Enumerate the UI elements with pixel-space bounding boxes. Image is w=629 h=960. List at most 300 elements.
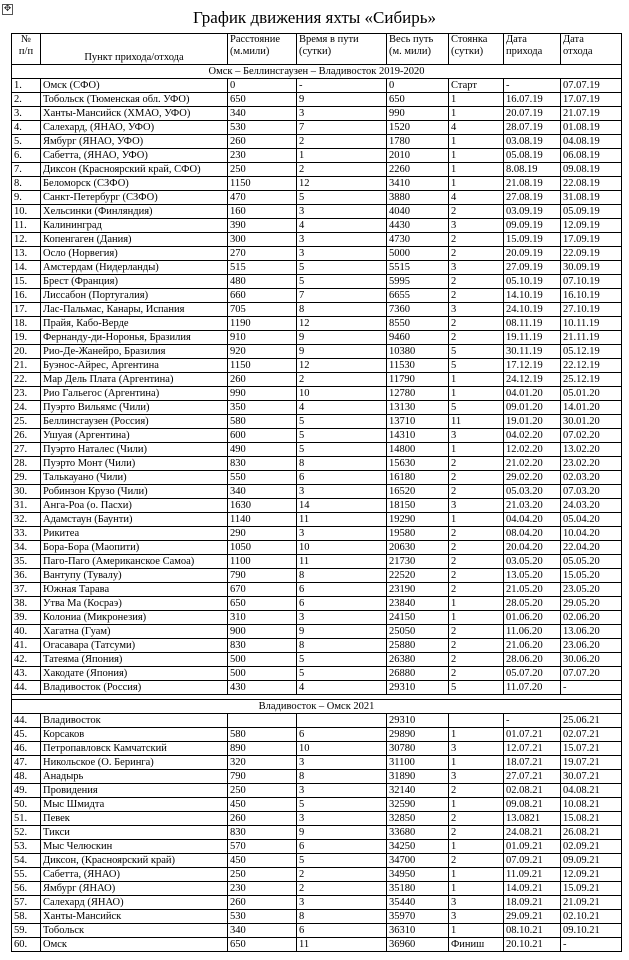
cell-distance: 650 [228, 938, 297, 952]
cell-departure: 10.04.20 [561, 527, 622, 541]
cell-departure: 22.08.19 [561, 177, 622, 191]
cell-distance: 250 [228, 784, 297, 798]
cell-departure: 21.07.19 [561, 107, 622, 121]
cell-travel-time: 8 [297, 770, 387, 784]
cell-num: 22. [12, 373, 41, 387]
cell-total-distance: 33680 [387, 826, 449, 840]
cell-distance: 830 [228, 639, 297, 653]
cell-travel-time: 1 [297, 149, 387, 163]
cell-point: Никольское (О. Беринга) [41, 756, 228, 770]
cell-travel-time: 6 [297, 840, 387, 854]
cell-total-distance: 2260 [387, 163, 449, 177]
cell-arrival: 21.08.19 [504, 177, 561, 191]
cell-distance: 340 [228, 107, 297, 121]
cell-departure: - [561, 681, 622, 695]
cell-travel-time: 7 [297, 121, 387, 135]
cell-distance: 350 [228, 401, 297, 415]
cell-stay: 2 [449, 317, 504, 331]
cell-arrival: 27.08.19 [504, 191, 561, 205]
cell-arrival: 11.07.20 [504, 681, 561, 695]
cell-total-distance: 1780 [387, 135, 449, 149]
cell-stay: 2 [449, 667, 504, 681]
table-row [12, 527, 622, 541]
cell-stay: 1 [449, 882, 504, 896]
table-row [12, 79, 622, 93]
cell-distance: 705 [228, 303, 297, 317]
cell-stay: Старт [449, 79, 504, 93]
cell-distance: 260 [228, 135, 297, 149]
cell-travel-time: 12 [297, 359, 387, 373]
cell-travel-time: 14 [297, 499, 387, 513]
cell-total-distance: 23190 [387, 583, 449, 597]
cell-arrival: 02.08.21 [504, 784, 561, 798]
cell-point: Омск (СФО) [41, 79, 228, 93]
cell-num: 60. [12, 938, 41, 952]
table-row [12, 513, 622, 527]
cell-departure: 30.06.20 [561, 653, 622, 667]
cell-point: Провидения [41, 784, 228, 798]
cell-num: 6. [12, 149, 41, 163]
cell-departure: 25.12.19 [561, 373, 622, 387]
cell-travel-time: 10 [297, 387, 387, 401]
cell-num: 49. [12, 784, 41, 798]
cell-departure: 29.05.20 [561, 597, 622, 611]
cell-num: 10. [12, 205, 41, 219]
cell-point: Ямбург (ЯНАО) [41, 882, 228, 896]
cell-total-distance: 650 [387, 93, 449, 107]
cell-arrival: 29.02.20 [504, 471, 561, 485]
cell-num: 12. [12, 233, 41, 247]
cell-travel-time: 2 [297, 163, 387, 177]
cell-travel-time: 6 [297, 583, 387, 597]
cell-distance: 250 [228, 163, 297, 177]
cell-travel-time: 5 [297, 415, 387, 429]
cell-num: 55. [12, 868, 41, 882]
cell-travel-time: 3 [297, 812, 387, 826]
cell-stay [449, 714, 504, 728]
cell-point: Анадырь [41, 770, 228, 784]
cell-distance: 230 [228, 882, 297, 896]
cell-distance: 320 [228, 756, 297, 770]
cell-num: 2. [12, 93, 41, 107]
cell-total-distance: 3410 [387, 177, 449, 191]
cell-departure: 31.08.19 [561, 191, 622, 205]
section-header-row [12, 700, 622, 714]
cell-num: 37. [12, 583, 41, 597]
cell-total-distance: 1520 [387, 121, 449, 135]
cell-total-distance: 5515 [387, 261, 449, 275]
cell-stay: 1 [449, 93, 504, 107]
document-title: График движения яхты «Сибирь» [193, 8, 436, 27]
cell-total-distance: 34250 [387, 840, 449, 854]
table-row [12, 261, 622, 275]
table-row [12, 443, 622, 457]
cell-travel-time: 3 [297, 107, 387, 121]
cell-arrival: 12.02.20 [504, 443, 561, 457]
cell-departure: 02.10.21 [561, 910, 622, 924]
cell-travel-time: 3 [297, 485, 387, 499]
cell-total-distance: 10380 [387, 345, 449, 359]
cell-departure: 02.07.21 [561, 728, 622, 742]
schedule-body [12, 65, 622, 952]
table-row [12, 289, 622, 303]
cell-num: 17. [12, 303, 41, 317]
cell-point: Вантупу (Тувалу) [41, 569, 228, 583]
cell-num: 56. [12, 882, 41, 896]
cell-num: 32. [12, 513, 41, 527]
cell-arrival: 8.08.19 [504, 163, 561, 177]
cell-point: Пуэрто Монт (Чили) [41, 457, 228, 471]
cell-num: 58. [12, 910, 41, 924]
cell-departure: 05.09.19 [561, 205, 622, 219]
cell-num: 7. [12, 163, 41, 177]
cell-arrival: 01.06.20 [504, 611, 561, 625]
cell-point: Амстердам (Нидерланды) [41, 261, 228, 275]
cell-point: Прайя, Кабо-Верде [41, 317, 228, 331]
cell-arrival: 20.04.20 [504, 541, 561, 555]
cell-arrival: 04.04.20 [504, 513, 561, 527]
cell-travel-time: 5 [297, 854, 387, 868]
cell-total-distance: 12780 [387, 387, 449, 401]
cell-total-distance: 21730 [387, 555, 449, 569]
table-row [12, 555, 622, 569]
cell-departure: 07.07.19 [561, 79, 622, 93]
cell-travel-time: 11 [297, 513, 387, 527]
cell-travel-time: 12 [297, 177, 387, 191]
cell-departure: 30.01.20 [561, 415, 622, 429]
table-row [12, 345, 622, 359]
cell-stay: 5 [449, 345, 504, 359]
cell-stay: 1 [449, 868, 504, 882]
cell-point: Огасавара (Татсуми) [41, 639, 228, 653]
cell-departure: 02.06.20 [561, 611, 622, 625]
cell-point: Анга-Роа (о. Пасхи) [41, 499, 228, 513]
cell-stay: 2 [449, 555, 504, 569]
table-row [12, 471, 622, 485]
header-distance: Расстояние (м.мили) [228, 34, 297, 65]
cell-departure: 13.06.20 [561, 625, 622, 639]
cell-distance: 600 [228, 429, 297, 443]
cell-travel-time: 9 [297, 331, 387, 345]
cell-travel-time: 8 [297, 910, 387, 924]
table-row [12, 373, 622, 387]
cell-num: 40. [12, 625, 41, 639]
cell-point: Мар Дель Плата (Аргентина) [41, 373, 228, 387]
cell-stay: 1 [449, 597, 504, 611]
cell-travel-time: 9 [297, 625, 387, 639]
cell-num: 38. [12, 597, 41, 611]
cell-departure: 02.09.21 [561, 840, 622, 854]
cell-num: 29. [12, 471, 41, 485]
cell-total-distance: 25880 [387, 639, 449, 653]
table-row [12, 597, 622, 611]
cell-stay: 2 [449, 247, 504, 261]
cell-departure: 07.02.20 [561, 429, 622, 443]
cell-departure: 22.09.19 [561, 247, 622, 261]
cell-arrival: 15.09.19 [504, 233, 561, 247]
cell-stay: 2 [449, 485, 504, 499]
cell-total-distance: 29310 [387, 681, 449, 695]
cell-travel-time: 5 [297, 261, 387, 275]
table-move-handle-icon[interactable]: ✥ [3, 4, 12, 14]
cell-arrival: 09.01.20 [504, 401, 561, 415]
cell-departure: 23.02.20 [561, 457, 622, 471]
cell-departure: 09.08.19 [561, 163, 622, 177]
header-point: Пункт прихода/отхода [41, 34, 228, 65]
cell-stay: 5 [449, 401, 504, 415]
table-row [12, 107, 622, 121]
cell-point: Фернанду-ди-Норонья, Бразилия [41, 331, 228, 345]
cell-stay: 1 [449, 373, 504, 387]
cell-arrival: 11.09.21 [504, 868, 561, 882]
cell-arrival: 03.09.19 [504, 205, 561, 219]
cell-num: 20. [12, 345, 41, 359]
cell-point: Мыс Шмидта [41, 798, 228, 812]
cell-arrival: 17.12.19 [504, 359, 561, 373]
cell-num: 9. [12, 191, 41, 205]
cell-stay: 3 [449, 742, 504, 756]
table-row [12, 219, 622, 233]
cell-arrival: 24.12.19 [504, 373, 561, 387]
cell-stay: 2 [449, 854, 504, 868]
cell-travel-time: 8 [297, 303, 387, 317]
cell-num: 28. [12, 457, 41, 471]
cell-stay: 3 [449, 219, 504, 233]
cell-distance: 1050 [228, 541, 297, 555]
cell-travel-time: 9 [297, 826, 387, 840]
cell-num: 19. [12, 331, 41, 345]
cell-point: Рио-Де-Жанейро, Бразилия [41, 345, 228, 359]
cell-point: Корсаков [41, 728, 228, 742]
cell-point: Салехард (ЯНАО) [41, 896, 228, 910]
cell-travel-time: 6 [297, 728, 387, 742]
table-row [12, 756, 622, 770]
cell-distance: 300 [228, 233, 297, 247]
cell-distance: 515 [228, 261, 297, 275]
cell-arrival: 19.01.20 [504, 415, 561, 429]
cell-stay: 1 [449, 149, 504, 163]
cell-distance: 390 [228, 219, 297, 233]
cell-departure: 12.09.21 [561, 868, 622, 882]
cell-stay: 1 [449, 756, 504, 770]
table-row [12, 910, 622, 924]
cell-travel-time: 8 [297, 639, 387, 653]
cell-distance: 1150 [228, 177, 297, 191]
cell-total-distance: 8550 [387, 317, 449, 331]
cell-total-distance: 35970 [387, 910, 449, 924]
cell-travel-time: 11 [297, 938, 387, 952]
cell-departure: 15.09.21 [561, 882, 622, 896]
cell-travel-time: 5 [297, 429, 387, 443]
table-row [12, 93, 622, 107]
cell-departure: 22.04.20 [561, 541, 622, 555]
cell-arrival: 27.09.19 [504, 261, 561, 275]
cell-travel-time: 5 [297, 667, 387, 681]
cell-travel-time: 2 [297, 135, 387, 149]
cell-stay: 2 [449, 205, 504, 219]
cell-total-distance: 4040 [387, 205, 449, 219]
cell-travel-time: 3 [297, 233, 387, 247]
cell-departure: 07.03.20 [561, 485, 622, 499]
cell-stay: 1 [449, 728, 504, 742]
table-row [12, 191, 622, 205]
table-row [12, 896, 622, 910]
cell-point: Копенгаген (Дания) [41, 233, 228, 247]
cell-point: Колониа (Микронезия) [41, 611, 228, 625]
cell-num: 51. [12, 812, 41, 826]
cell-num: 54. [12, 854, 41, 868]
cell-point: Владивосток [41, 714, 228, 728]
table-row [12, 387, 622, 401]
cell-travel-time: 11 [297, 555, 387, 569]
cell-departure: 05.01.20 [561, 387, 622, 401]
cell-stay: 3 [449, 770, 504, 784]
cell-total-distance: 32140 [387, 784, 449, 798]
table-row [12, 812, 622, 826]
cell-stay: 5 [449, 681, 504, 695]
cell-total-distance: 24150 [387, 611, 449, 625]
cell-travel-time: 8 [297, 457, 387, 471]
section-header-row [12, 65, 622, 79]
cell-stay: 2 [449, 826, 504, 840]
table-row [12, 714, 622, 728]
cell-travel-time: 10 [297, 742, 387, 756]
cell-travel-time: 2 [297, 373, 387, 387]
cell-departure: 10.08.21 [561, 798, 622, 812]
cell-point: Южная Тарава [41, 583, 228, 597]
cell-departure: 15.07.21 [561, 742, 622, 756]
cell-num: 33. [12, 527, 41, 541]
cell-departure: 27.10.19 [561, 303, 622, 317]
cell-distance: 900 [228, 625, 297, 639]
table-row [12, 868, 622, 882]
cell-arrival: 28.07.19 [504, 121, 561, 135]
cell-num: 41. [12, 639, 41, 653]
cell-stay: 3 [449, 910, 504, 924]
cell-distance: 790 [228, 569, 297, 583]
cell-point: Певек [41, 812, 228, 826]
cell-departure: 25.06.21 [561, 714, 622, 728]
cell-travel-time: 8 [297, 569, 387, 583]
table-row [12, 784, 622, 798]
table-row [12, 485, 622, 499]
cell-travel-time: 6 [297, 597, 387, 611]
cell-point: Тобольск (Тюменская обл. УФО) [41, 93, 228, 107]
cell-num: 46. [12, 742, 41, 756]
cell-travel-time: 5 [297, 443, 387, 457]
cell-total-distance: 19580 [387, 527, 449, 541]
cell-total-distance: 6655 [387, 289, 449, 303]
cell-departure: 02.03.20 [561, 471, 622, 485]
cell-departure: 12.09.19 [561, 219, 622, 233]
cell-point: Татеяма (Япония) [41, 653, 228, 667]
cell-point: Лас-Пальмас, Канары, Испания [41, 303, 228, 317]
cell-stay: 2 [449, 625, 504, 639]
cell-departure: 26.08.21 [561, 826, 622, 840]
cell-num: 31. [12, 499, 41, 513]
cell-arrival: 30.11.19 [504, 345, 561, 359]
cell-num: 14. [12, 261, 41, 275]
cell-departure: 23.05.20 [561, 583, 622, 597]
cell-distance: 1630 [228, 499, 297, 513]
table-row [12, 625, 622, 639]
cell-arrival: 18.07.21 [504, 756, 561, 770]
cell-departure: 22.12.19 [561, 359, 622, 373]
cell-distance: 500 [228, 667, 297, 681]
cell-point: Хакодате (Япония) [41, 667, 228, 681]
cell-arrival: 18.09.21 [504, 896, 561, 910]
cell-total-distance: 30780 [387, 742, 449, 756]
cell-total-distance: 36310 [387, 924, 449, 938]
cell-arrival: 08.10.21 [504, 924, 561, 938]
cell-stay: 2 [449, 541, 504, 555]
cell-point: Пуэрто Вильямс (Чили) [41, 401, 228, 415]
cell-distance: 260 [228, 812, 297, 826]
cell-total-distance: 22520 [387, 569, 449, 583]
cell-travel-time: 9 [297, 345, 387, 359]
cell-total-distance: 11790 [387, 373, 449, 387]
cell-point: Утва Ма (Косраэ) [41, 597, 228, 611]
table-row [12, 667, 622, 681]
cell-distance: 920 [228, 345, 297, 359]
cell-num: 45. [12, 728, 41, 742]
cell-arrival: 09.08.21 [504, 798, 561, 812]
cell-stay: 4 [449, 191, 504, 205]
cell-arrival: 29.09.21 [504, 910, 561, 924]
cell-distance: 1140 [228, 513, 297, 527]
cell-distance: 230 [228, 149, 297, 163]
table-row [12, 681, 622, 695]
cell-distance: 790 [228, 770, 297, 784]
cell-arrival: 09.09.19 [504, 219, 561, 233]
cell-departure: 07.07.20 [561, 667, 622, 681]
cell-num: 23. [12, 387, 41, 401]
cell-total-distance: 31100 [387, 756, 449, 770]
cell-arrival: 12.07.21 [504, 742, 561, 756]
schedule-table [11, 33, 622, 952]
cell-point: Рио Гальегос (Аргентина) [41, 387, 228, 401]
cell-total-distance: 25050 [387, 625, 449, 639]
cell-point: Осло (Норвегия) [41, 247, 228, 261]
cell-arrival: 11.06.20 [504, 625, 561, 639]
cell-stay: 1 [449, 513, 504, 527]
cell-stay: 4 [449, 121, 504, 135]
cell-stay: 3 [449, 429, 504, 443]
cell-total-distance: 5995 [387, 275, 449, 289]
cell-point: Диксон, (Красноярский край) [41, 854, 228, 868]
cell-travel-time: - [297, 79, 387, 93]
cell-distance: 580 [228, 728, 297, 742]
table-row [12, 499, 622, 513]
cell-departure: 17.07.19 [561, 93, 622, 107]
cell-departure: 09.10.21 [561, 924, 622, 938]
table-row [12, 840, 622, 854]
cell-stay: 2 [449, 812, 504, 826]
cell-arrival: - [504, 79, 561, 93]
cell-num: 47. [12, 756, 41, 770]
cell-point: Петропавловск Камчатский [41, 742, 228, 756]
cell-point: Ханты-Мансийск [41, 910, 228, 924]
header-departure: Дата отхода [561, 34, 622, 65]
cell-num: 43. [12, 667, 41, 681]
cell-departure: 19.07.21 [561, 756, 622, 770]
table-row [12, 770, 622, 784]
cell-stay: 5 [449, 359, 504, 373]
cell-stay: 3 [449, 499, 504, 513]
table-row [12, 882, 622, 896]
cell-travel-time: 3 [297, 527, 387, 541]
cell-departure: 21.09.21 [561, 896, 622, 910]
